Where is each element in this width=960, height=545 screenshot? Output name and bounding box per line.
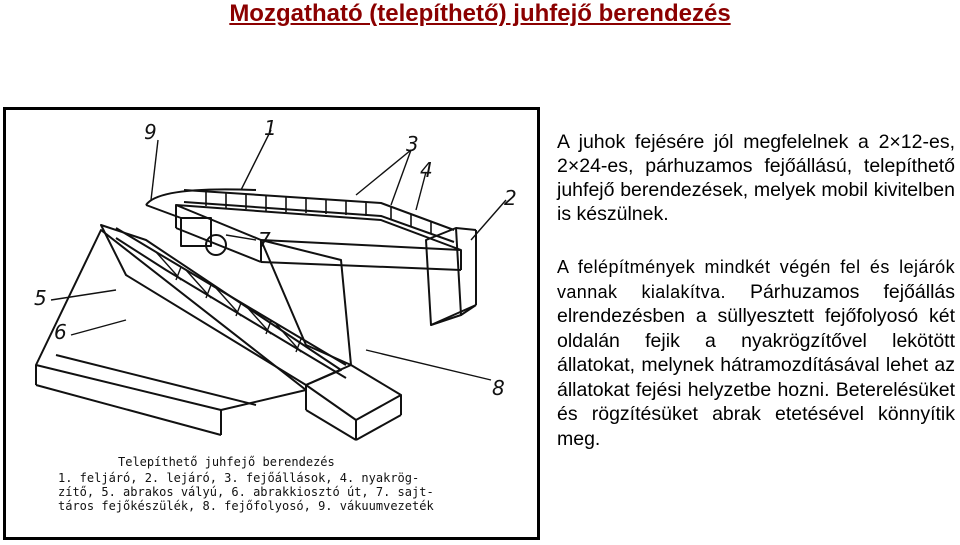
label-3: 3 <box>406 132 419 156</box>
paragraph-2-rest: Párhuzamos fejőállás elrendezésben a süllyesztett fejőfolyosó két oldalán fejik a nyakrögzítővel lekötött állatokat, melynek hátramozdításával lehet az állatokat fejési helyzetbe hozni. Beterelésüket és rögzítésüket abrak etetésével könnyítik meg. <box>557 280 956 450</box>
paragraph-1: A juhok fejésére jól megfelelnek a 2×12-es, 2×24-es, párhuzamos fejőállású, telepíthető juhfejő berendezések, melyek mobil kivitelben is készülnek. <box>557 131 955 225</box>
figure-caption-line: 1. feljáró, 2. lejáró, 3. fejőállások, 4. nyakrög- <box>58 471 420 485</box>
label-2: 2 <box>504 186 517 210</box>
label-1: 1 <box>264 116 277 140</box>
paragraph-2 <box>557 255 955 451</box>
figure-caption-title: Telepíthető juhfejő berendezés <box>118 455 335 469</box>
label-4: 4 <box>420 158 433 182</box>
page-title: Mozgatható (telepíthető) juhfejő berendezés <box>229 0 731 27</box>
figure-caption <box>58 455 528 513</box>
paragraph-2-intro: A felépítmények mindkét végén fel és lejárók vannak kialakítva. <box>557 257 955 302</box>
label-9: 9 <box>144 120 157 144</box>
label-8: 8 <box>492 376 505 400</box>
figure-caption-line: zítő, 5. abrakos vályú, 6. abrakkiosztó út, 7. sajt- <box>58 485 434 499</box>
figure-caption-line: táros fejőkészülék, 8. fejőfolyosó, 9. vákuumvezeték <box>58 499 434 513</box>
front-platform <box>101 225 341 385</box>
figure-milking-parlor <box>3 107 540 540</box>
label-6: 6 <box>54 320 67 344</box>
entry-ramp <box>306 365 401 420</box>
label-5: 5 <box>34 286 47 310</box>
label-7: 7 <box>258 228 271 252</box>
